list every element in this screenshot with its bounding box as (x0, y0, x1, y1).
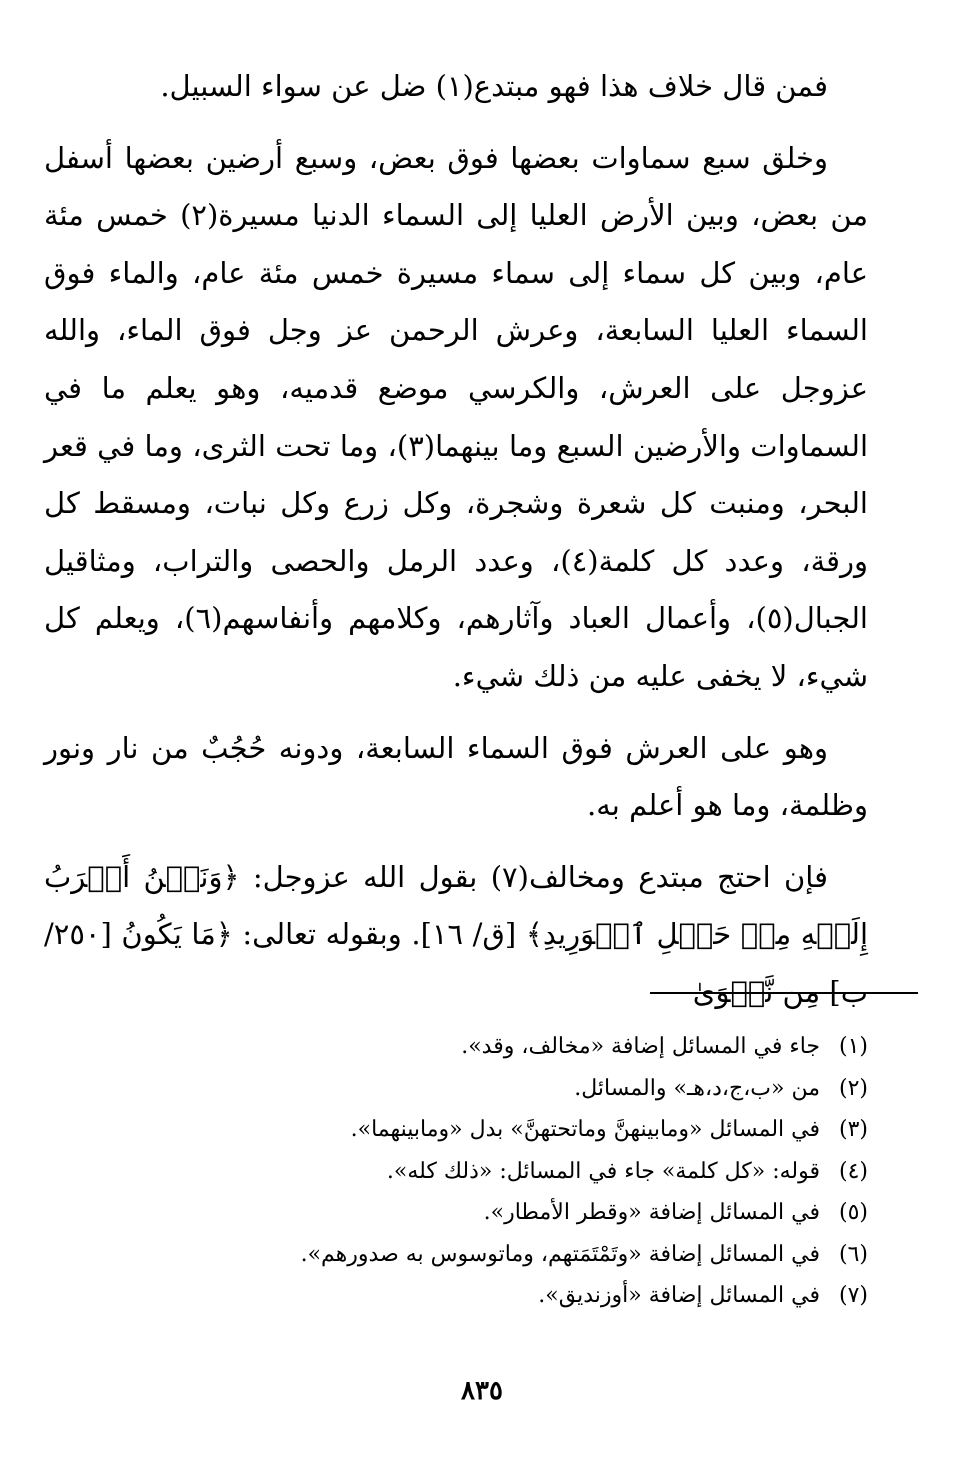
footnote-text: جاء في المسائل إضافة «مخالف، وقد». (461, 1034, 820, 1059)
footnotes (44, 1026, 868, 1317)
footnote-number: (٧) (838, 1283, 868, 1308)
footnote-text: في المسائل إضافة «وتَمْتَمَتهم، وماتوسوس به صدورهم». (300, 1241, 820, 1267)
footnote-text: في المسائل إضافة «أوزنديق». (538, 1283, 820, 1308)
footnote-number: (٣) (838, 1117, 868, 1142)
footnote-text: في المسائل «ومابينهنَّ وماتحتهنَّ» بدل «ومابينهما». (350, 1117, 820, 1142)
footnote-number: (١) (838, 1034, 868, 1059)
footnote-item (44, 1109, 868, 1151)
footnote-text: في المسائل إضافة «وقطر الأمطار». (483, 1200, 820, 1225)
main-text (44, 58, 868, 1022)
footnote-item (44, 1026, 868, 1068)
paragraph-2: وخلق سبع سماوات بعضها فوق بعض، وسبع أرضين بعضها أسفل من بعض، وبين الأرض العليا إلى السماء الدنيا مسيرة(٢) خمس مئة عام، وبين كل سماء إلى سماء مسيرة خمس مئة عام، والماء فوق السماء العليا السابعة، وعرش الرحمن عز وجل فوق الماء، والله عزوجل على العرش، والكرسي موضع قدميه، وهو يعلم ما في السماوات والأرضين السبع وما بينهما(٣)، وما تحت الثرى، وما في قعر البحر، ومنبت كل شعرة وشجرة، وكل زرع وكل نبات، ومسقط كل ورقة، وعدد كل كلمة(٤)، وعدد الرمل والحصى والتراب، ومثاقيل الجبال(٥)، وأعمال العباد وآثارهم، وكلامهم وأنفاسهم(٦)، ويعلم كل شيء، لا يخفى عليه من ذلك شيء. (44, 140, 869, 693)
paragraph-4: فإن احتج مبتدع ومخالف(٧) بقول الله عزوجل: ﴿وَنَحۡنُ أَقۡرَبُ إِلَيۡهِ مِنۡ حَبۡلِ ٱلۡوَرِيدِ﴾ [ق/ ١٦]. وبقوله تعالى: ﴿مَا يَكُونُ [٢٥٠/ب] مِن نَّجۡوَىٰ (44, 859, 868, 1009)
footnote-number: (٦) (838, 1241, 868, 1267)
footnote-text: قوله: «كل كلمة» جاء في المسائل: «ذلك كله». (386, 1158, 820, 1184)
footnote-item (44, 1192, 868, 1234)
footnote-number: (٢) (838, 1075, 868, 1101)
footnote-text: من «ب،ج،د،هـ» والمسائل. (574, 1075, 820, 1101)
footnote-number: (٤) (838, 1158, 868, 1184)
footnote-item (44, 1068, 868, 1110)
footnote-number: (٥) (838, 1200, 868, 1225)
footnote-divider (650, 992, 918, 994)
paragraph-1: فمن قال خلاف هذا فهو مبتدع(١) ضل عن سواء السبيل. (160, 69, 828, 103)
footnote-item (44, 1151, 868, 1193)
page-number: ٨٣٥ (461, 1376, 503, 1406)
footnote-item (44, 1275, 868, 1317)
paragraph-3: وهو على العرش فوق السماء السابعة، ودونه حُجُبٌ من نار ونور وظلمة، وما هو أعلم به. (44, 730, 868, 823)
footnote-item (44, 1234, 868, 1276)
